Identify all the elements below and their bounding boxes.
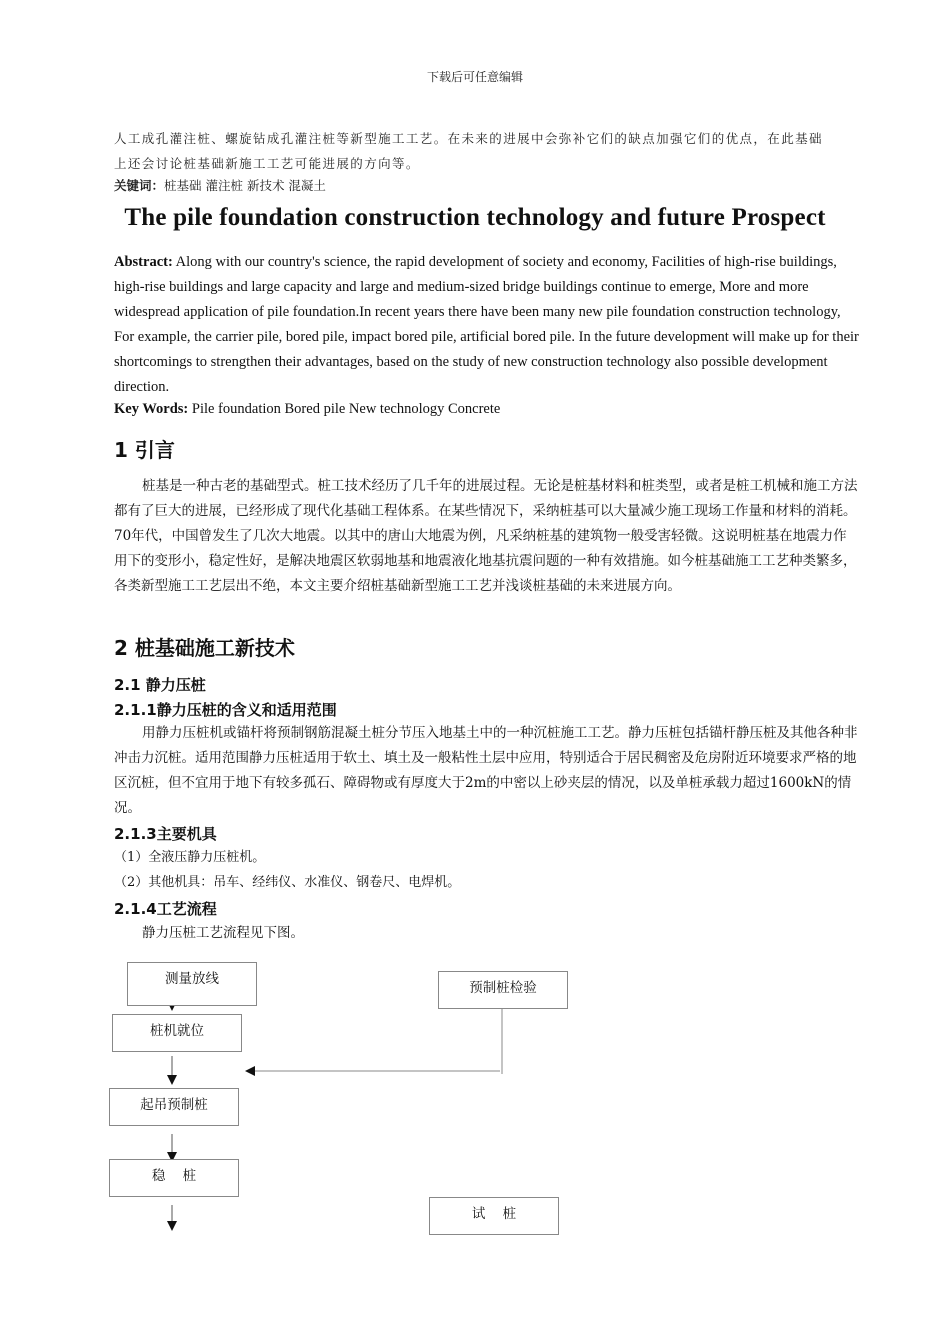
equipment-item-2: （2）其他机具：吊车、经纬仪、水准仪、钢卷尺、电焊机。 [114,875,461,890]
flowchart-box-stabilize-pile: 稳 桩 [109,1159,239,1197]
section-2-1-1-body: 用静力压桩机或锚杆将预制钢筋混凝土桩分节压入地基土中的一种沉桩施工工艺。静力压桩包括锚杆静压桩及其他各种非冲击力沉桩。适用范围静力压桩适用于软土、填土及一般粘性土层中应用，特别适合于居民稠密及危房附近环境要求严格的地区沉桩，但不宜用于地下有较多孤石、障碍物或有厚度大于2m的中密以上砂夹层的情况，以及单桩承载力超过1600kN的情况。 [114,725,858,816]
section-2-1-4-heading: 2.1.4工艺流程 [114,900,217,918]
flowchart-box-precast-inspection: 预制桩检验 [438,971,568,1009]
english-title: The pile foundation construction technology and future Prospect [124,204,826,231]
section-2-1-4-body: 静力压桩工艺流程见下图。 [142,925,304,941]
page-header: 下载后可任意编辑 [426,70,523,84]
section-2-1-heading: 2.1 静力压桩 [114,676,206,694]
flowchart-box-rig-positioning: 桩机就位 [112,1014,242,1052]
english-abstract-label: Abstract: [114,254,173,270]
section-2-1-1-heading: 2.1.1静力压桩的含义和适用范围 [114,701,337,719]
english-abstract-text: Along with our country's science, the rapid development of society and economy, Facilities of high-rise buildings, high-rise buildings and large capacity and large and medium-sized bridge buildings continue to emerge, More and more widespread application of pile foundation.In recent years there have been many new pile foundation construction technology, For example, the carrier pile, bored pile, impact bored pile, artificial bored pile. In the future development will make up for their shortcomings to strengthen their advantages, based on the study of new construction technology also possible development direction. [114,254,859,395]
section-2-heading: 2 桩基础施工新技术 [114,636,295,660]
chinese-abstract-line-1: 人工成孔灌注桩、螺旋钻成孔灌注桩等新型施工工艺。在未来的进展中会弥补它们的缺点加强它们的优点，在此基础 [114,131,823,146]
flowchart-box-lift-pile: 起吊预制桩 [109,1088,239,1126]
chinese-keywords-label: 关键词： [114,178,165,193]
english-keywords-value: Pile foundation Bored pile New technology Concrete [188,401,501,417]
flowchart-box-survey: 测量放线 [127,962,257,1006]
flowchart-box-test-pile: 试 桩 [429,1197,559,1235]
section-1-body: 桩基是一种古老的基础型式。桩工技术经历了几千年的进展过程。无论是桩基材料和桩类型，或者是桩工机械和施工方法都有了巨大的进展，已经形成了现代化基础工程体系。在某些情况下，采纳桩基可以大量减少施工现场工作量和材料的消耗。70年代，中国曾发生了几次大地震。以其中的唐山大地震为例，凡采纳桩基的建筑物一般受害轻微。这说明桩基在地震力作用下的变形小，稳定性好，是解决地震区软弱地基和地震液化地基抗震问题的一种有效措施。如今桩基础施工工艺种类繁多，各类新型施工工艺层出不绝，本文主要介绍桩基础新型施工工艺并浅谈桩基础的未来进展方向。 [114,478,858,594]
chinese-keywords-value: 桩基础 灌注桩 新技术 混凝土 [164,178,326,193]
chinese-abstract-line-2: 上还会讨论桩基础新施工工艺可能进展的方向等。 [114,156,420,171]
section-2-1-3-heading: 2.1.3主要机具 [114,825,217,843]
english-keywords-label: Key Words: [114,401,189,417]
section-1-heading: 1 引言 [114,438,175,462]
equipment-item-1: （1）全液压静力压桩机。 [114,850,266,865]
